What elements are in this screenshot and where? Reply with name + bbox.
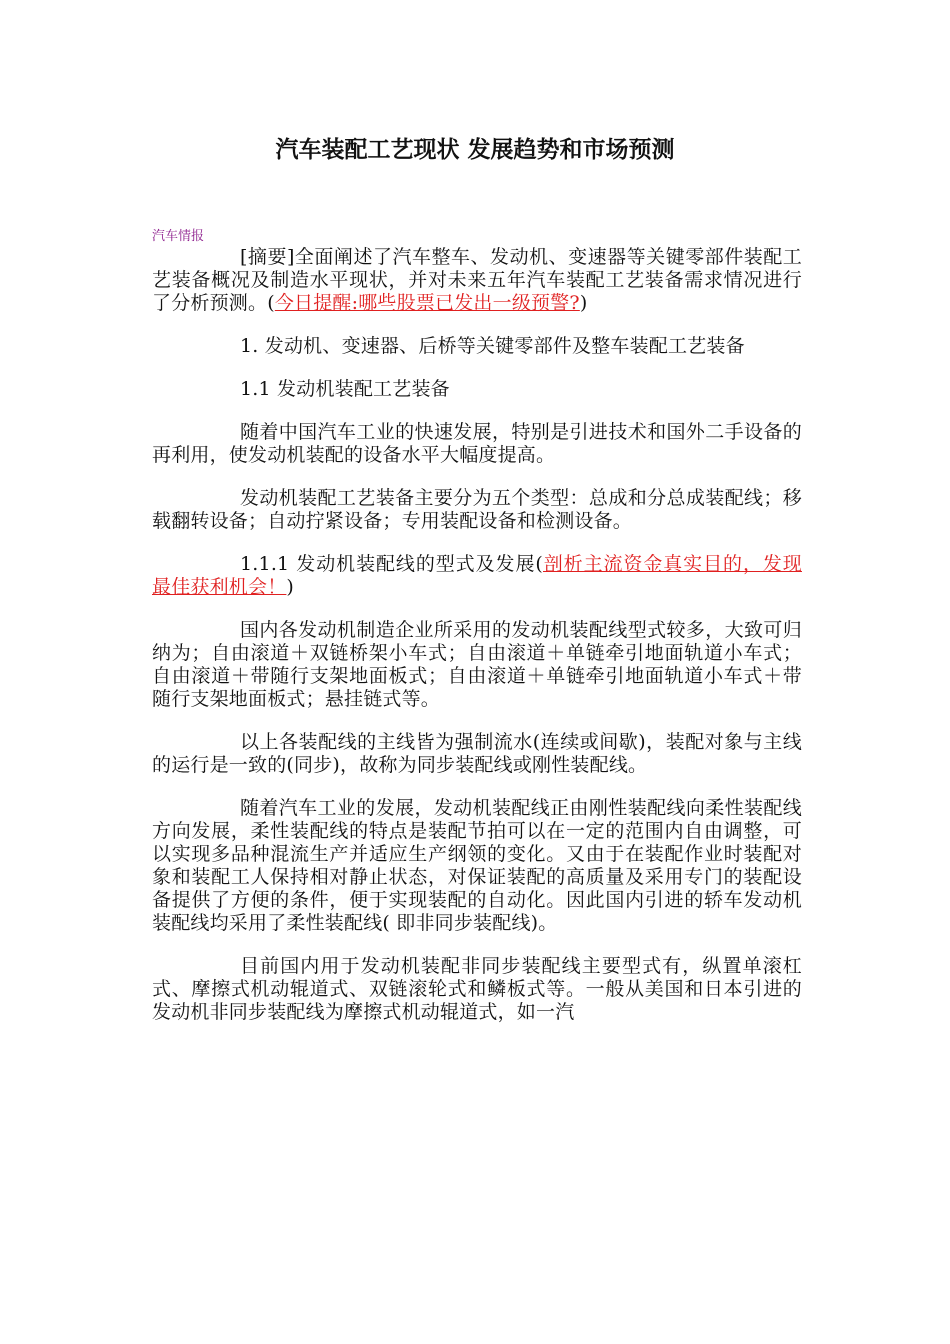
- capital-analysis-link[interactable]: 剖析主流资金真实目的，发现最佳获利机会！: [152, 553, 802, 598]
- paragraph-5: 随着汽车工业的发展，发动机装配线正由刚性装配线向柔性装配线方向发展，柔性装配线的特点是装配节拍可以在一定的范围内自由调整，可以实现多品种混流生产并适应生产纲领的变化。又由于在装配作业时装配对象和装配工人保持相对静止状态，对保证装配的高质量及采用专门的装配设备提供了方便的条件，便于实现装配的自动化。因此国内引进的轿车发动机装配线均采用了柔性装配线( 即非同步装配线)。: [152, 797, 802, 934]
- stock-alert-link[interactable]: 今日提醒:哪些股票已发出一级预警?: [274, 292, 580, 314]
- paragraph-3: 国内各发动机制造企业所采用的发动机装配线型式较多，大致可归纳为；自由滚道＋双链桥架小车式；自由滚道＋单链牵引地面轨道小车式；自由滚道＋带随行支架地面板式；自由滚道＋单链牵引地面轨道小车式＋带随行支架地面板式；悬挂链式等。: [152, 619, 802, 710]
- section-heading-1: 1. 发动机、变速器、后桥等关键零部件及整车装配工艺装备: [240, 335, 745, 357]
- section-heading-1-1-1: [152, 553, 802, 599]
- abstract-text: [摘要]全面阐述了汽车整车、发动机、变速器等关键零部件装配工艺装备概况及制造水平现状，并对未来五年汽车装配工艺装备需求情况进行了分析预测。(: [152, 246, 802, 314]
- section-1-1-1-text: 1.1.1 发动机装配线的型式及发展(: [240, 553, 543, 575]
- paragraph-6: 目前国内用于发动机装配非同步装配线主要型式有，纵置单滚杠式、摩擦式机动辊道式、双链滚轮式和鳞板式等。一般从美国和日本引进的发动机非同步装配线为摩擦式机动辊道式，如一汽: [152, 955, 802, 1023]
- page-title: 汽车装配工艺现状 发展趋势和市场预测: [275, 137, 675, 163]
- paragraph-2: 发动机装配工艺装备主要分为五个类型：总成和分总成装配线；移载翻转设备；自动拧紧设备；专用装配设备和检测设备。: [152, 487, 802, 532]
- paragraph-1: 随着中国汽车工业的快速发展，特别是引进技术和国外二手设备的再利用，使发动机装配的设备水平大幅度提高。: [152, 421, 802, 466]
- abstract-paragraph: [152, 246, 802, 315]
- abstract-tail: ): [579, 292, 588, 314]
- paragraph-4: 以上各装配线的主线皆为强制流水(连续或间歇)，装配对象与主线的运行是一致的(同步)，故称为同步装配线或刚性装配线。: [152, 731, 802, 776]
- section-heading-1-1: 1.1 发动机装配工艺装备: [240, 378, 450, 400]
- article-body: [152, 246, 802, 1044]
- section-1-1-1-tail: ): [286, 576, 295, 598]
- source-label: 汽车情报: [152, 229, 205, 244]
